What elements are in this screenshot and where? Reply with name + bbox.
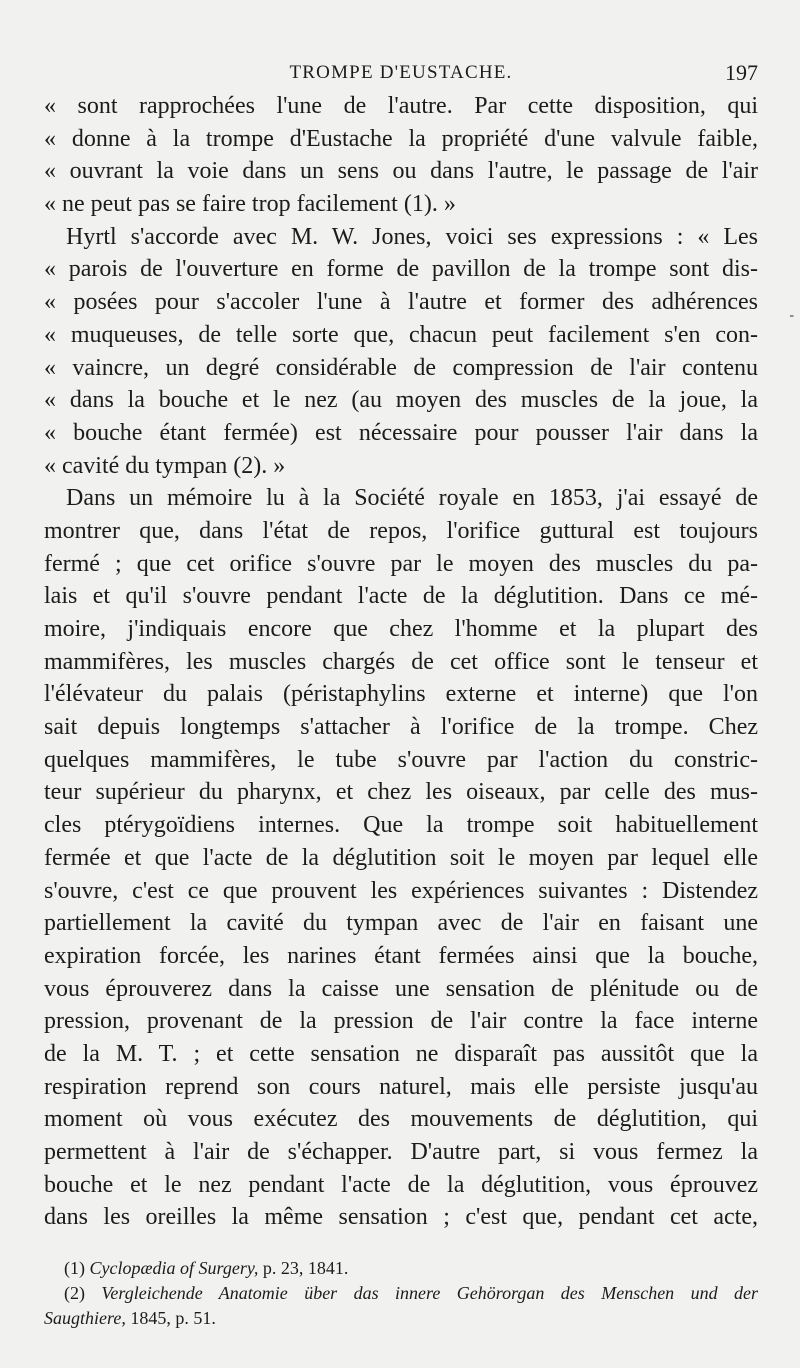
text-line: l'élévateur du palais (péristaphylins externe et interne) que l'on bbox=[44, 681, 758, 708]
margin-mark: - bbox=[789, 308, 794, 323]
text-line: bouche et le nez pendant l'acte de la déglutition, vous éprouvez bbox=[44, 1171, 758, 1198]
text-line: « bouche étant fermée) est nécessaire pour pousser l'air dans la bbox=[44, 419, 758, 446]
text-line: « parois de l'ouverture en forme de pavillon de la trompe sont dis- bbox=[44, 256, 758, 283]
text-line: teur supérieur du pharynx, et chez les oiseaux, par celle des mus- bbox=[44, 779, 758, 806]
footnote-title: Vergleichende Anatomie über das innere Gehörorgan des Menschen und der bbox=[101, 1283, 758, 1303]
footnote-citation: p. 23, 1841. bbox=[262, 1258, 349, 1278]
footnotes bbox=[44, 1256, 758, 1331]
body-text bbox=[44, 90, 758, 1234]
text-line: quelques mammifères, le tube s'ouvre par l'action du constric- bbox=[44, 746, 758, 773]
text-line: « vaincre, un degré considérable de compression de l'air contenu bbox=[44, 354, 758, 381]
text-line: fermée et que l'acte de la déglutition soit le moyen par lequel elle bbox=[44, 844, 758, 871]
text-line: partiellement la cavité du tympan avec de l'air en faisant une bbox=[44, 910, 758, 937]
text-line: mammifères, les muscles chargés de cet office sont le tenseur et bbox=[44, 648, 758, 675]
text-line: lais et qu'il s'ouvre pendant l'acte de la déglutition. Dans ce mé- bbox=[44, 583, 758, 610]
text-line: cles ptérygoïdiens internes. Que la trompe soit habituellement bbox=[44, 812, 758, 839]
text-line: moment où vous exécutez des mouvements de déglutition, qui bbox=[44, 1106, 758, 1133]
text-line: expiration forcée, les narines étant fermées ainsi que la bouche, bbox=[44, 942, 758, 969]
text-line: dans les oreilles la même sensation ; c'est que, pendant cet acte, bbox=[44, 1204, 758, 1231]
footnote-2-continued bbox=[44, 1306, 758, 1331]
text-line: « muqueuses, de telle sorte que, chacun peut facilement s'en con- bbox=[44, 321, 758, 348]
text-line: « dans la bouche et le nez (au moyen des muscles de la joue, la bbox=[44, 387, 758, 414]
footnote-citation: 1845, p. 51. bbox=[130, 1308, 216, 1328]
footnote-title: Saugthiere, bbox=[44, 1308, 126, 1328]
text-line: « ouvrant la voie dans un sens ou dans l'autre, le passage de l'air bbox=[44, 158, 758, 185]
text-line: « ne peut pas se faire trop facilement (1). » bbox=[44, 191, 456, 218]
footnote-marker: (1) bbox=[64, 1258, 85, 1278]
text-line: permettent à l'air de s'échapper. D'autre part, si vous fermez la bbox=[44, 1139, 758, 1165]
text-line: respiration reprend son cours naturel, mais elle persiste jusqu'au bbox=[44, 1073, 758, 1100]
text-line: « donne à la trompe d'Eustache la propriété d'une valvule faible, bbox=[44, 125, 758, 152]
text-line: « sont rapprochées l'une de l'autre. Par cette disposition, qui bbox=[44, 93, 758, 119]
footnote-1 bbox=[44, 1256, 758, 1281]
text-line: pression, provenant de la pression de l'air contre la face interne bbox=[44, 1008, 758, 1035]
page-number: 197 bbox=[725, 60, 758, 85]
text-line: « posées pour s'accoler l'une à l'autre et former des adhérences bbox=[44, 289, 758, 316]
text-line: sait depuis longtemps s'attacher à l'orifice de la trompe. Chez bbox=[44, 714, 758, 741]
text-line: « cavité du tympan (2). » bbox=[44, 452, 286, 479]
text-line: de la M. T. ; et cette sensation ne disparaît pas aussitôt que la bbox=[44, 1040, 758, 1067]
text-line: vous éprouverez dans la caisse une sensation de plénitude ou de bbox=[44, 975, 758, 1002]
text-line: Dans un mémoire lu à la Société royale en 1853, j'ai essayé de bbox=[66, 485, 758, 512]
footnote-title: Cyclopædia of Surgery, bbox=[89, 1258, 259, 1278]
running-title: TROMPE D'EUSTACHE. bbox=[289, 62, 513, 83]
text-line: s'ouvre, c'est ce que prouvent les expériences suivantes : Distendez bbox=[44, 877, 758, 904]
text-line: montrer que, dans l'état de repos, l'orifice guttural est toujours bbox=[44, 517, 758, 544]
text-line: fermé ; que cet orifice s'ouvre par le moyen des muscles du pa- bbox=[44, 550, 758, 577]
footnote-2 bbox=[44, 1281, 758, 1306]
footnote-marker: (2) bbox=[64, 1283, 85, 1303]
text-line: moire, j'indiquais encore que chez l'homme et la plupart des bbox=[44, 616, 758, 642]
text-line: Hyrtl s'accorde avec M. W. Jones, voici ses expressions : « Les bbox=[66, 223, 758, 250]
running-head bbox=[44, 58, 758, 92]
